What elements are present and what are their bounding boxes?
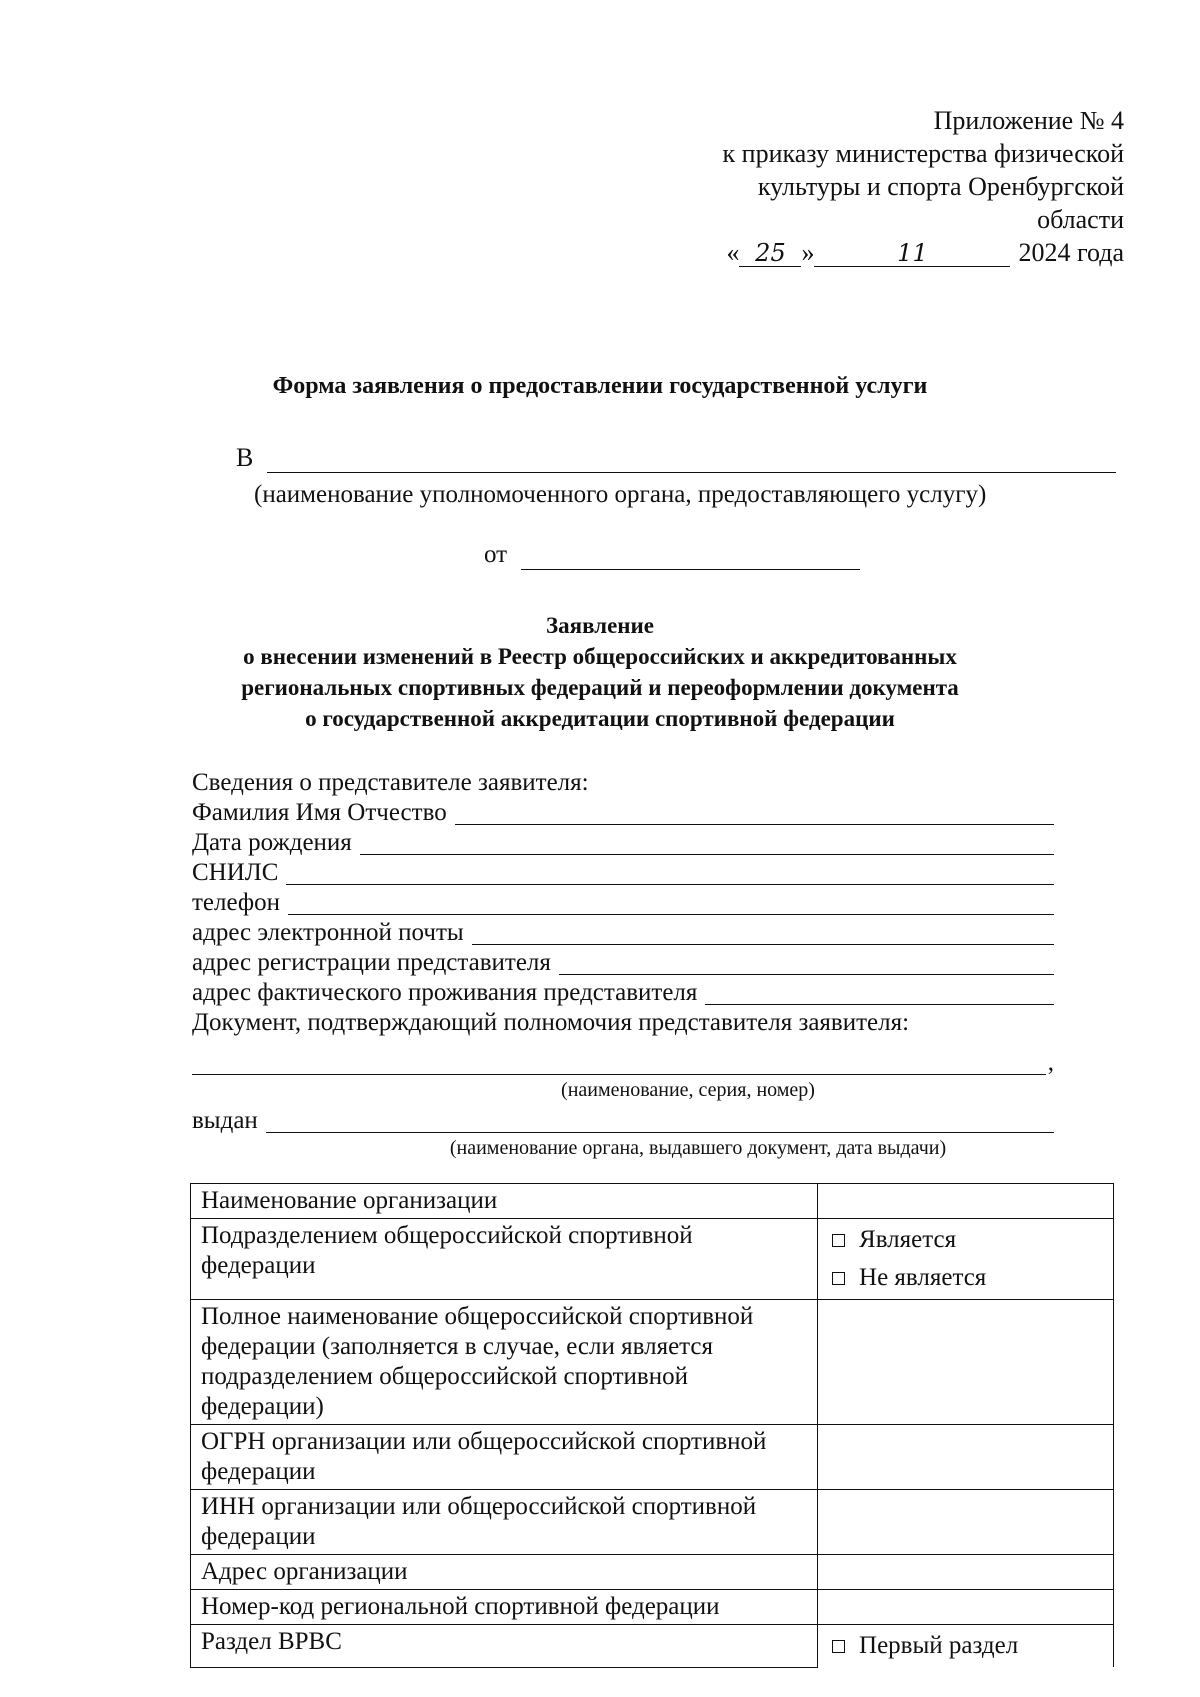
table-row [191, 1555, 1114, 1590]
field-label: адрес фактического проживания представителя [192, 979, 698, 1006]
table-row [191, 1184, 1114, 1219]
issued-label: выдан [192, 1107, 258, 1134]
option-label: Является [859, 1226, 957, 1253]
table-value-cell[interactable] [818, 1184, 1114, 1219]
table-label-cell: Адрес организации [191, 1555, 818, 1590]
statement-subtitle-line-3: о государственной аккредитации спортивной федерации [305, 706, 895, 731]
table-label-cell: Полное наименование общероссийской спортивной федерации (заполняется в случае, если является подразделением общероссийской спортивной федерации) [191, 1300, 818, 1425]
date-year: 2024 года [1018, 238, 1124, 267]
from-line [484, 540, 860, 570]
date-month-handwritten: 11 [814, 240, 1010, 267]
appendix-order-line-2: культуры и спорта Оренбургской [757, 172, 1124, 201]
field-label: СНИЛС [192, 859, 279, 886]
field-email [192, 918, 1054, 948]
statement-heading [0, 610, 1200, 734]
field-snils [192, 858, 1054, 888]
option-label: Первый раздел [859, 1632, 1019, 1659]
representative-section-title [192, 768, 1054, 798]
document-comma: , [1047, 1049, 1054, 1076]
statement-subtitle-line-1: о внесении изменений в Реестр общероссийских и аккредитованных [243, 644, 957, 669]
table-row [191, 1425, 1114, 1490]
field-label: Дата рождения [192, 829, 352, 856]
issued-row [192, 1104, 1054, 1136]
field-phone [192, 888, 1054, 918]
table-label-cell: ОГРН организации или общероссийской спортивной федерации [191, 1425, 818, 1490]
document-caption: (наименование, серия, номер) [561, 1079, 815, 1101]
table-row [191, 1219, 1114, 1300]
field-blank[interactable] [455, 800, 1054, 825]
option-is-not-subdivision[interactable] [828, 1259, 1105, 1297]
form-title: Форма заявления о предоставлении государственной услуги [272, 373, 928, 399]
table-value-cell[interactable] [818, 1300, 1114, 1425]
representative-section [192, 768, 1054, 1160]
field-actual-address [192, 978, 1054, 1008]
table-label-cell: Наименование организации [191, 1184, 818, 1219]
option-label: Не является [859, 1264, 987, 1291]
statement-subtitle-line-2: региональных спортивных федераций и переоформлении документа [241, 675, 959, 700]
checkbox-icon[interactable] [832, 1640, 845, 1653]
field-label: адрес регистрации представителя [192, 949, 551, 976]
document-blank[interactable] [192, 1048, 1046, 1075]
field-blank[interactable] [360, 830, 1054, 855]
table-value-cell [818, 1625, 1114, 1668]
table-label-cell: Подразделением общероссийской спортивной федерации [191, 1219, 818, 1300]
appendix-order-line-3: области [1037, 205, 1124, 234]
field-blank[interactable] [286, 860, 1054, 885]
document-label: Документ, подтверждающий полномочия представителя заявителя: [192, 1009, 910, 1036]
table-label-cell: Раздел ВРВС [191, 1625, 818, 1668]
field-registration-address [192, 948, 1054, 978]
field-label: Фамилия Имя Отчество [192, 799, 447, 826]
appendix-number: Приложение № 4 [933, 106, 1124, 135]
organization-table [190, 1183, 1114, 1668]
appendix-order-line-1: к приказу министерства физической [722, 139, 1124, 168]
date-close-quote: » [801, 238, 815, 267]
table-value-cell[interactable] [818, 1425, 1114, 1490]
document-row [192, 1044, 1054, 1078]
from-blank[interactable] [521, 541, 860, 570]
table-row [191, 1625, 1114, 1668]
table-value-cell [818, 1219, 1114, 1300]
addressee-prefix: В [236, 443, 254, 472]
table-label-cell: ИНН организации или общероссийской спортивной федерации [191, 1490, 818, 1555]
appendix-date [564, 236, 1124, 269]
checkbox-icon[interactable] [832, 1272, 845, 1285]
issued-blank[interactable] [266, 1106, 1054, 1133]
table-label-cell: Номер-код региональной спортивной федерации [191, 1590, 818, 1625]
document-label-row [192, 1008, 1054, 1038]
issued-caption: (наименование органа, выдавшего документ, дата выдачи) [449, 1137, 947, 1159]
field-label: адрес электронной почты [192, 919, 464, 946]
addressee-blank[interactable] [267, 444, 1116, 473]
checkbox-icon[interactable] [832, 1234, 845, 1247]
appendix-header [564, 104, 1124, 269]
field-blank[interactable] [288, 890, 1054, 915]
option-is-subdivision[interactable] [828, 1221, 1105, 1259]
date-open-quote: « [726, 238, 740, 267]
table-value-cell[interactable] [818, 1555, 1114, 1590]
field-full-name [192, 798, 1054, 828]
addressee-caption: (наименование уполномоченного органа, предоставляющего услугу) [254, 481, 987, 508]
date-day-handwritten: 25 [739, 240, 801, 267]
field-blank[interactable] [472, 920, 1054, 945]
table-row [191, 1490, 1114, 1555]
option-first-section[interactable] [828, 1627, 1105, 1665]
table-value-cell[interactable] [818, 1590, 1114, 1625]
addressee-line [236, 443, 1116, 473]
statement-title: Заявление [545, 613, 655, 638]
field-blank[interactable] [559, 950, 1054, 975]
table-value-cell[interactable] [818, 1490, 1114, 1555]
field-label: телефон [192, 889, 280, 916]
section-title-text: Сведения о представителе заявителя: [192, 769, 589, 796]
table-row [191, 1300, 1114, 1425]
from-prefix: от [484, 541, 508, 568]
field-birth-date [192, 828, 1054, 858]
table-row [191, 1590, 1114, 1625]
field-blank[interactable] [705, 980, 1054, 1005]
